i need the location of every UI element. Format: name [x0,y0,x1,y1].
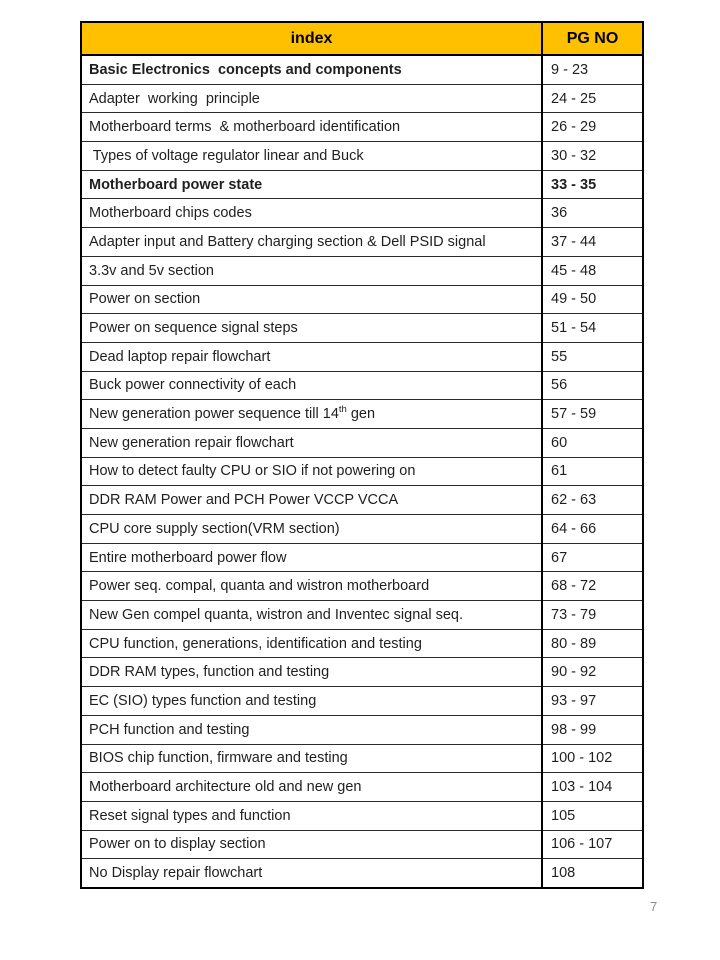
table-row [81,486,643,515]
index-cell: Power on to display section [81,830,542,859]
pgno-cell: 26 - 29 [542,113,643,142]
pgno-cell: 67 [542,543,643,572]
table-row [81,629,643,658]
table-header-row [81,22,643,55]
index-cell: Dead laptop repair flowchart [81,342,542,371]
index-cell: Power on section [81,285,542,314]
table-row [81,457,643,486]
pgno-cell: 56 [542,371,643,400]
index-cell: DDR RAM types, function and testing [81,658,542,687]
pgno-cell: 45 - 48 [542,256,643,285]
index-cell: Motherboard terms & motherboard identification [81,113,542,142]
pgno-cell: 80 - 89 [542,629,643,658]
table-row [81,113,643,142]
pgno-cell: 57 - 59 [542,400,643,429]
pgno-cell: 105 [542,801,643,830]
table-row [81,371,643,400]
pgno-cell: 55 [542,342,643,371]
pgno-cell: 51 - 54 [542,314,643,343]
index-cell: New generation repair flowchart [81,428,542,457]
table-row [81,199,643,228]
index-cell: CPU function, generations, identification and testing [81,629,542,658]
index-cell: Motherboard chips codes [81,199,542,228]
table-row [81,687,643,716]
pgno-cell: 62 - 63 [542,486,643,515]
table-row [81,773,643,802]
index-cell: 3.3v and 5v section [81,256,542,285]
table-row [81,428,643,457]
table-row [81,342,643,371]
table-row [81,228,643,257]
table-row [81,400,643,429]
pgno-cell: 68 - 72 [542,572,643,601]
table-row [81,314,643,343]
pgno-cell: 90 - 92 [542,658,643,687]
index-cell: Motherboard architecture old and new gen [81,773,542,802]
index-cell: New Gen compel quanta, wistron and Inventec signal seq. [81,601,542,630]
index-cell: Adapter input and Battery charging section & Dell PSID signal [81,228,542,257]
index-cell: Types of voltage regulator linear and Buck [81,142,542,171]
index-cell: Power on sequence signal steps [81,314,542,343]
table-row [81,715,643,744]
pgno-cell: 61 [542,457,643,486]
table-row [81,515,643,544]
pgno-cell: 64 - 66 [542,515,643,544]
table-row [81,859,643,888]
table-row [81,84,643,113]
pgno-cell: 106 - 107 [542,830,643,859]
index-cell: EC (SIO) types function and testing [81,687,542,716]
pgno-cell: 24 - 25 [542,84,643,113]
table-row [81,55,643,84]
pgno-cell: 49 - 50 [542,285,643,314]
pgno-column-header: PG NO [542,22,643,55]
pgno-cell: 30 - 32 [542,142,643,171]
index-cell: PCH function and testing [81,715,542,744]
table-row [81,256,643,285]
index-column-header: index [81,22,542,55]
index-table-body [81,55,643,888]
pgno-cell: 103 - 104 [542,773,643,802]
index-cell: New generation power sequence till 14th gen [81,400,542,429]
index-cell: Buck power connectivity of each [81,371,542,400]
table-row [81,658,643,687]
pgno-cell: 73 - 79 [542,601,643,630]
table-row [81,801,643,830]
pgno-cell: 9 - 23 [542,55,643,84]
index-cell: How to detect faulty CPU or SIO if not powering on [81,457,542,486]
pgno-cell: 100 - 102 [542,744,643,773]
index-cell: Adapter working principle [81,84,542,113]
table-row [81,601,643,630]
table-row [81,285,643,314]
table-row [81,142,643,171]
index-cell: Entire motherboard power flow [81,543,542,572]
pgno-cell: 98 - 99 [542,715,643,744]
table-row [81,572,643,601]
index-cell: DDR RAM Power and PCH Power VCCP VCCA [81,486,542,515]
pgno-cell: 36 [542,199,643,228]
index-cell: Basic Electronics concepts and components [81,55,542,84]
index-cell: Power seq. compal, quanta and wistron motherboard [81,572,542,601]
pgno-cell: 108 [542,859,643,888]
table-row [81,830,643,859]
index-cell: Motherboard power state [81,170,542,199]
pgno-cell: 37 - 44 [542,228,643,257]
table-row [81,744,643,773]
index-cell: Reset signal types and function [81,801,542,830]
index-cell: BIOS chip function, firmware and testing [81,744,542,773]
pgno-cell: 33 - 35 [542,170,643,199]
index-cell: CPU core supply section(VRM section) [81,515,542,544]
table-row [81,543,643,572]
pgno-cell: 93 - 97 [542,687,643,716]
page-number: 7 [650,899,658,914]
index-table [80,21,644,889]
index-cell: No Display repair flowchart [81,859,542,888]
table-row [81,170,643,199]
pgno-cell: 60 [542,428,643,457]
